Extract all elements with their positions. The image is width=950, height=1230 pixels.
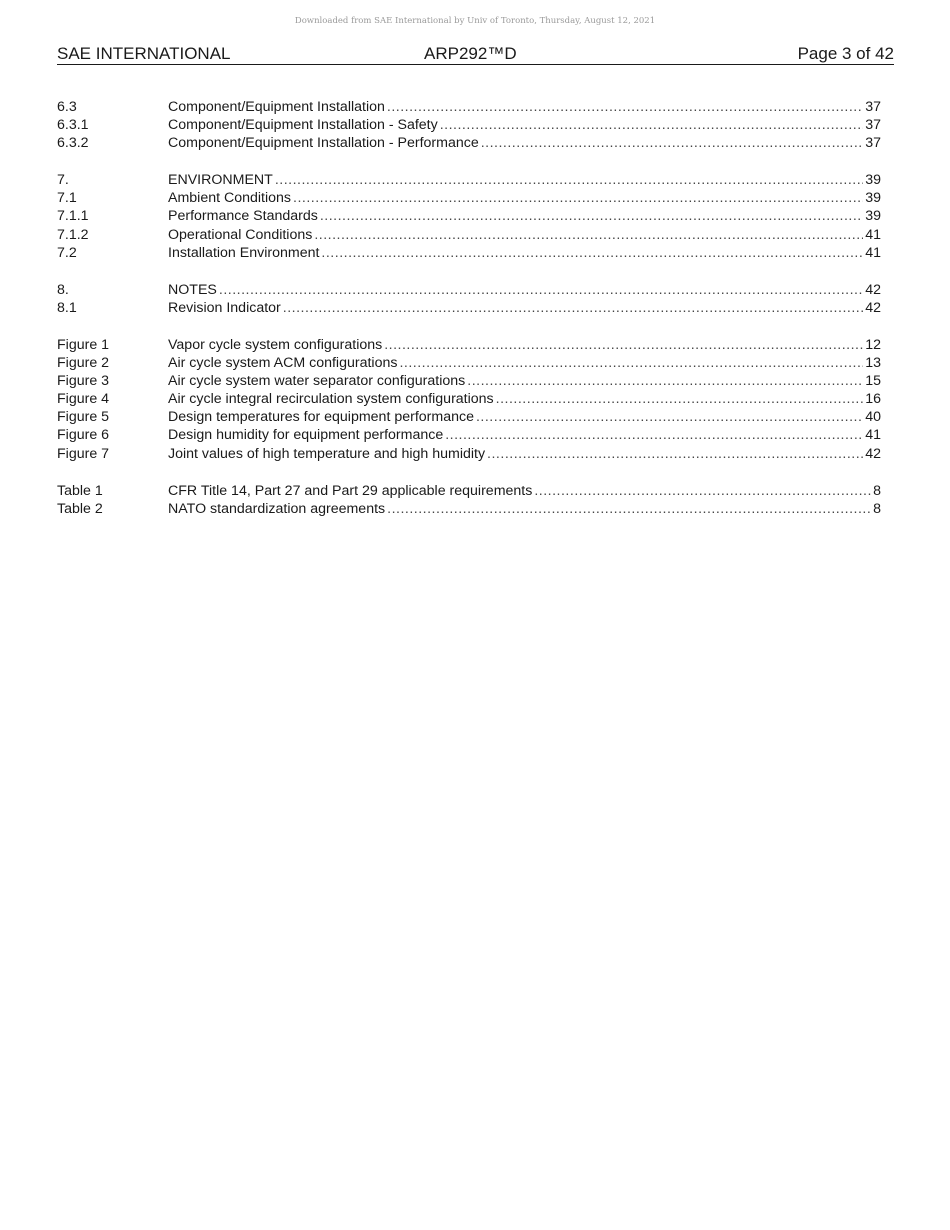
toc-entry-title-line	[168, 98, 881, 116]
toc-entry-page: 42	[865, 281, 881, 298]
toc-entry[interactable]	[57, 244, 881, 262]
toc-dot-leader	[321, 244, 863, 262]
toc-entry-page: 42	[865, 299, 881, 316]
toc-entry-title: Design humidity for equipment performance	[168, 427, 444, 444]
toc-dot-leader	[481, 134, 864, 152]
toc-entry-page: 15	[865, 373, 881, 390]
toc-entry-title: Air cycle integral recirculation system configurations	[168, 391, 494, 408]
toc-entry[interactable]	[57, 426, 881, 444]
toc-entry-number: Figure 5	[57, 409, 110, 426]
toc-entry-title-line	[168, 244, 881, 262]
table-of-contents	[57, 98, 881, 537]
header-document-id: ARP292™D	[424, 44, 517, 63]
toc-entry-number: Table 1	[57, 482, 103, 499]
toc-entry-page: 13	[865, 355, 881, 372]
toc-entry-page: 39	[865, 208, 881, 225]
toc-entry[interactable]	[57, 207, 881, 225]
toc-entry[interactable]	[57, 372, 881, 390]
toc-entry[interactable]	[57, 116, 881, 134]
toc-entry-title-line	[168, 299, 881, 317]
toc-entry-number: 6.3.2	[57, 135, 89, 152]
toc-entry-title: Air cycle system water separator configurations	[168, 373, 466, 390]
toc-dot-leader	[476, 408, 863, 426]
toc-entry-title: CFR Title 14, Part 27 and Part 29 applicable requirements	[168, 482, 533, 499]
toc-entry[interactable]	[57, 500, 881, 518]
toc-entry-number: 8.1	[57, 299, 77, 316]
toc-entry-title-line	[168, 482, 881, 500]
toc-entry-title: Component/Equipment Installation - Performance	[168, 135, 479, 152]
toc-entry-page: 16	[865, 391, 881, 408]
toc-entry-title: Component/Equipment Installation	[168, 99, 385, 115]
toc-entry-title-line	[168, 207, 881, 225]
toc-entry-page: 8	[873, 482, 881, 499]
toc-entry[interactable]	[57, 390, 881, 408]
toc-dot-leader	[496, 390, 864, 408]
toc-dot-leader	[314, 226, 863, 244]
toc-entry-number: Figure 6	[57, 427, 110, 444]
toc-entry-title: NATO standardization agreements	[168, 500, 386, 517]
toc-entry-title-line	[168, 116, 881, 134]
toc-dot-leader	[445, 426, 863, 444]
toc-dot-leader	[440, 116, 864, 134]
toc-entry-title-line	[168, 445, 881, 463]
toc-entry-title: Revision Indicator	[168, 299, 281, 316]
toc-entry-page: 37	[865, 135, 881, 152]
toc-entry[interactable]	[57, 482, 881, 500]
toc-entry[interactable]	[57, 189, 881, 207]
toc-dot-leader	[399, 354, 863, 372]
toc-entry[interactable]	[57, 281, 881, 299]
toc-entry[interactable]	[57, 134, 881, 152]
toc-group	[57, 336, 881, 463]
toc-entry-page: 40	[865, 409, 881, 426]
toc-entry[interactable]	[57, 98, 881, 116]
toc-dot-leader	[293, 189, 863, 207]
toc-entry-page: 41	[865, 244, 881, 261]
toc-entry-title-line	[168, 134, 881, 152]
toc-entry-number: 8.	[57, 281, 69, 298]
toc-entry[interactable]	[57, 299, 881, 317]
toc-entry-page: 39	[865, 190, 881, 207]
header-organization: SAE INTERNATIONAL	[57, 44, 231, 63]
toc-entry-number: Table 2	[57, 500, 103, 517]
toc-entry-title: Installation Environment	[168, 244, 320, 261]
toc-entry-title-line	[168, 354, 881, 372]
toc-entry-number: 6.3.1	[57, 117, 89, 134]
toc-entry-title-line	[168, 226, 881, 244]
toc-entry-page: 41	[865, 427, 881, 444]
toc-entry-page: 42	[865, 445, 881, 462]
toc-dot-leader	[219, 281, 863, 299]
toc-dot-leader	[320, 207, 863, 225]
toc-entry-page: 41	[865, 226, 881, 243]
download-watermark: Downloaded from SAE International by Univ of Toronto, Thursday, August 12, 2021	[294, 16, 656, 26]
toc-entry[interactable]	[57, 408, 881, 426]
page-header	[57, 44, 894, 65]
toc-entry-number: 7.1	[57, 190, 77, 207]
toc-entry-title: Joint values of high temperature and high humidity	[168, 445, 486, 462]
toc-entry[interactable]	[57, 226, 881, 244]
toc-entry-number: Figure 3	[57, 373, 110, 390]
toc-group	[57, 98, 881, 152]
header-page-number: Page 3 of 42	[797, 44, 894, 63]
toc-entry[interactable]	[57, 171, 881, 189]
toc-entry[interactable]	[57, 445, 881, 463]
toc-entry[interactable]	[57, 336, 881, 354]
toc-entry-title: Vapor cycle system configurations	[168, 336, 383, 353]
toc-entry-title-line	[168, 500, 881, 518]
toc-entry-title: Operational Conditions	[168, 226, 313, 243]
toc-dot-leader	[487, 445, 863, 463]
toc-entry-page: 8	[873, 500, 881, 517]
toc-dot-leader	[387, 500, 871, 518]
toc-entry-title-line	[168, 390, 881, 408]
toc-entry-title: ENVIRONMENT	[168, 172, 273, 189]
toc-dot-leader	[467, 372, 863, 390]
toc-entry-title: Design temperatures for equipment performance	[168, 409, 474, 426]
toc-entry[interactable]	[57, 354, 881, 372]
toc-entry-number: Figure 2	[57, 355, 110, 372]
toc-entry-title: Air cycle system ACM configurations	[168, 355, 398, 372]
toc-entry-title: Performance Standards	[168, 208, 318, 225]
toc-entry-title: NOTES	[168, 281, 217, 298]
toc-dot-leader	[534, 482, 871, 500]
toc-entry-page: 12	[865, 336, 881, 353]
toc-entry-number: Figure 1	[57, 336, 110, 353]
toc-dot-leader	[387, 98, 863, 116]
toc-entry-number: Figure 7	[57, 445, 110, 462]
toc-dot-leader	[275, 171, 863, 189]
toc-group	[57, 482, 881, 518]
toc-entry-title-line	[168, 372, 881, 390]
toc-entry-title-line	[168, 189, 881, 207]
toc-dot-leader	[384, 336, 863, 354]
toc-group	[57, 281, 881, 317]
toc-entry-title-line	[168, 426, 881, 444]
toc-entry-page: 37	[865, 117, 881, 134]
toc-entry-title-line	[168, 171, 881, 189]
toc-entry-page: 37	[865, 99, 881, 115]
toc-entry-number: 7.1.1	[57, 208, 89, 225]
toc-entry-page: 39	[865, 172, 881, 189]
toc-entry-number: 7.1.2	[57, 226, 89, 243]
toc-entry-title: Ambient Conditions	[168, 190, 292, 207]
toc-entry-number: 7.2	[57, 244, 77, 261]
toc-dot-leader	[283, 299, 863, 317]
toc-entry-number: 7.	[57, 172, 69, 189]
toc-entry-title-line	[168, 408, 881, 426]
toc-entry-title: Component/Equipment Installation - Safety	[168, 117, 438, 134]
toc-entry-title-line	[168, 336, 881, 354]
toc-entry-title-line	[168, 281, 881, 299]
toc-group	[57, 171, 881, 261]
toc-entry-number: 6.3	[57, 99, 77, 115]
toc-entry-number: Figure 4	[57, 391, 110, 408]
